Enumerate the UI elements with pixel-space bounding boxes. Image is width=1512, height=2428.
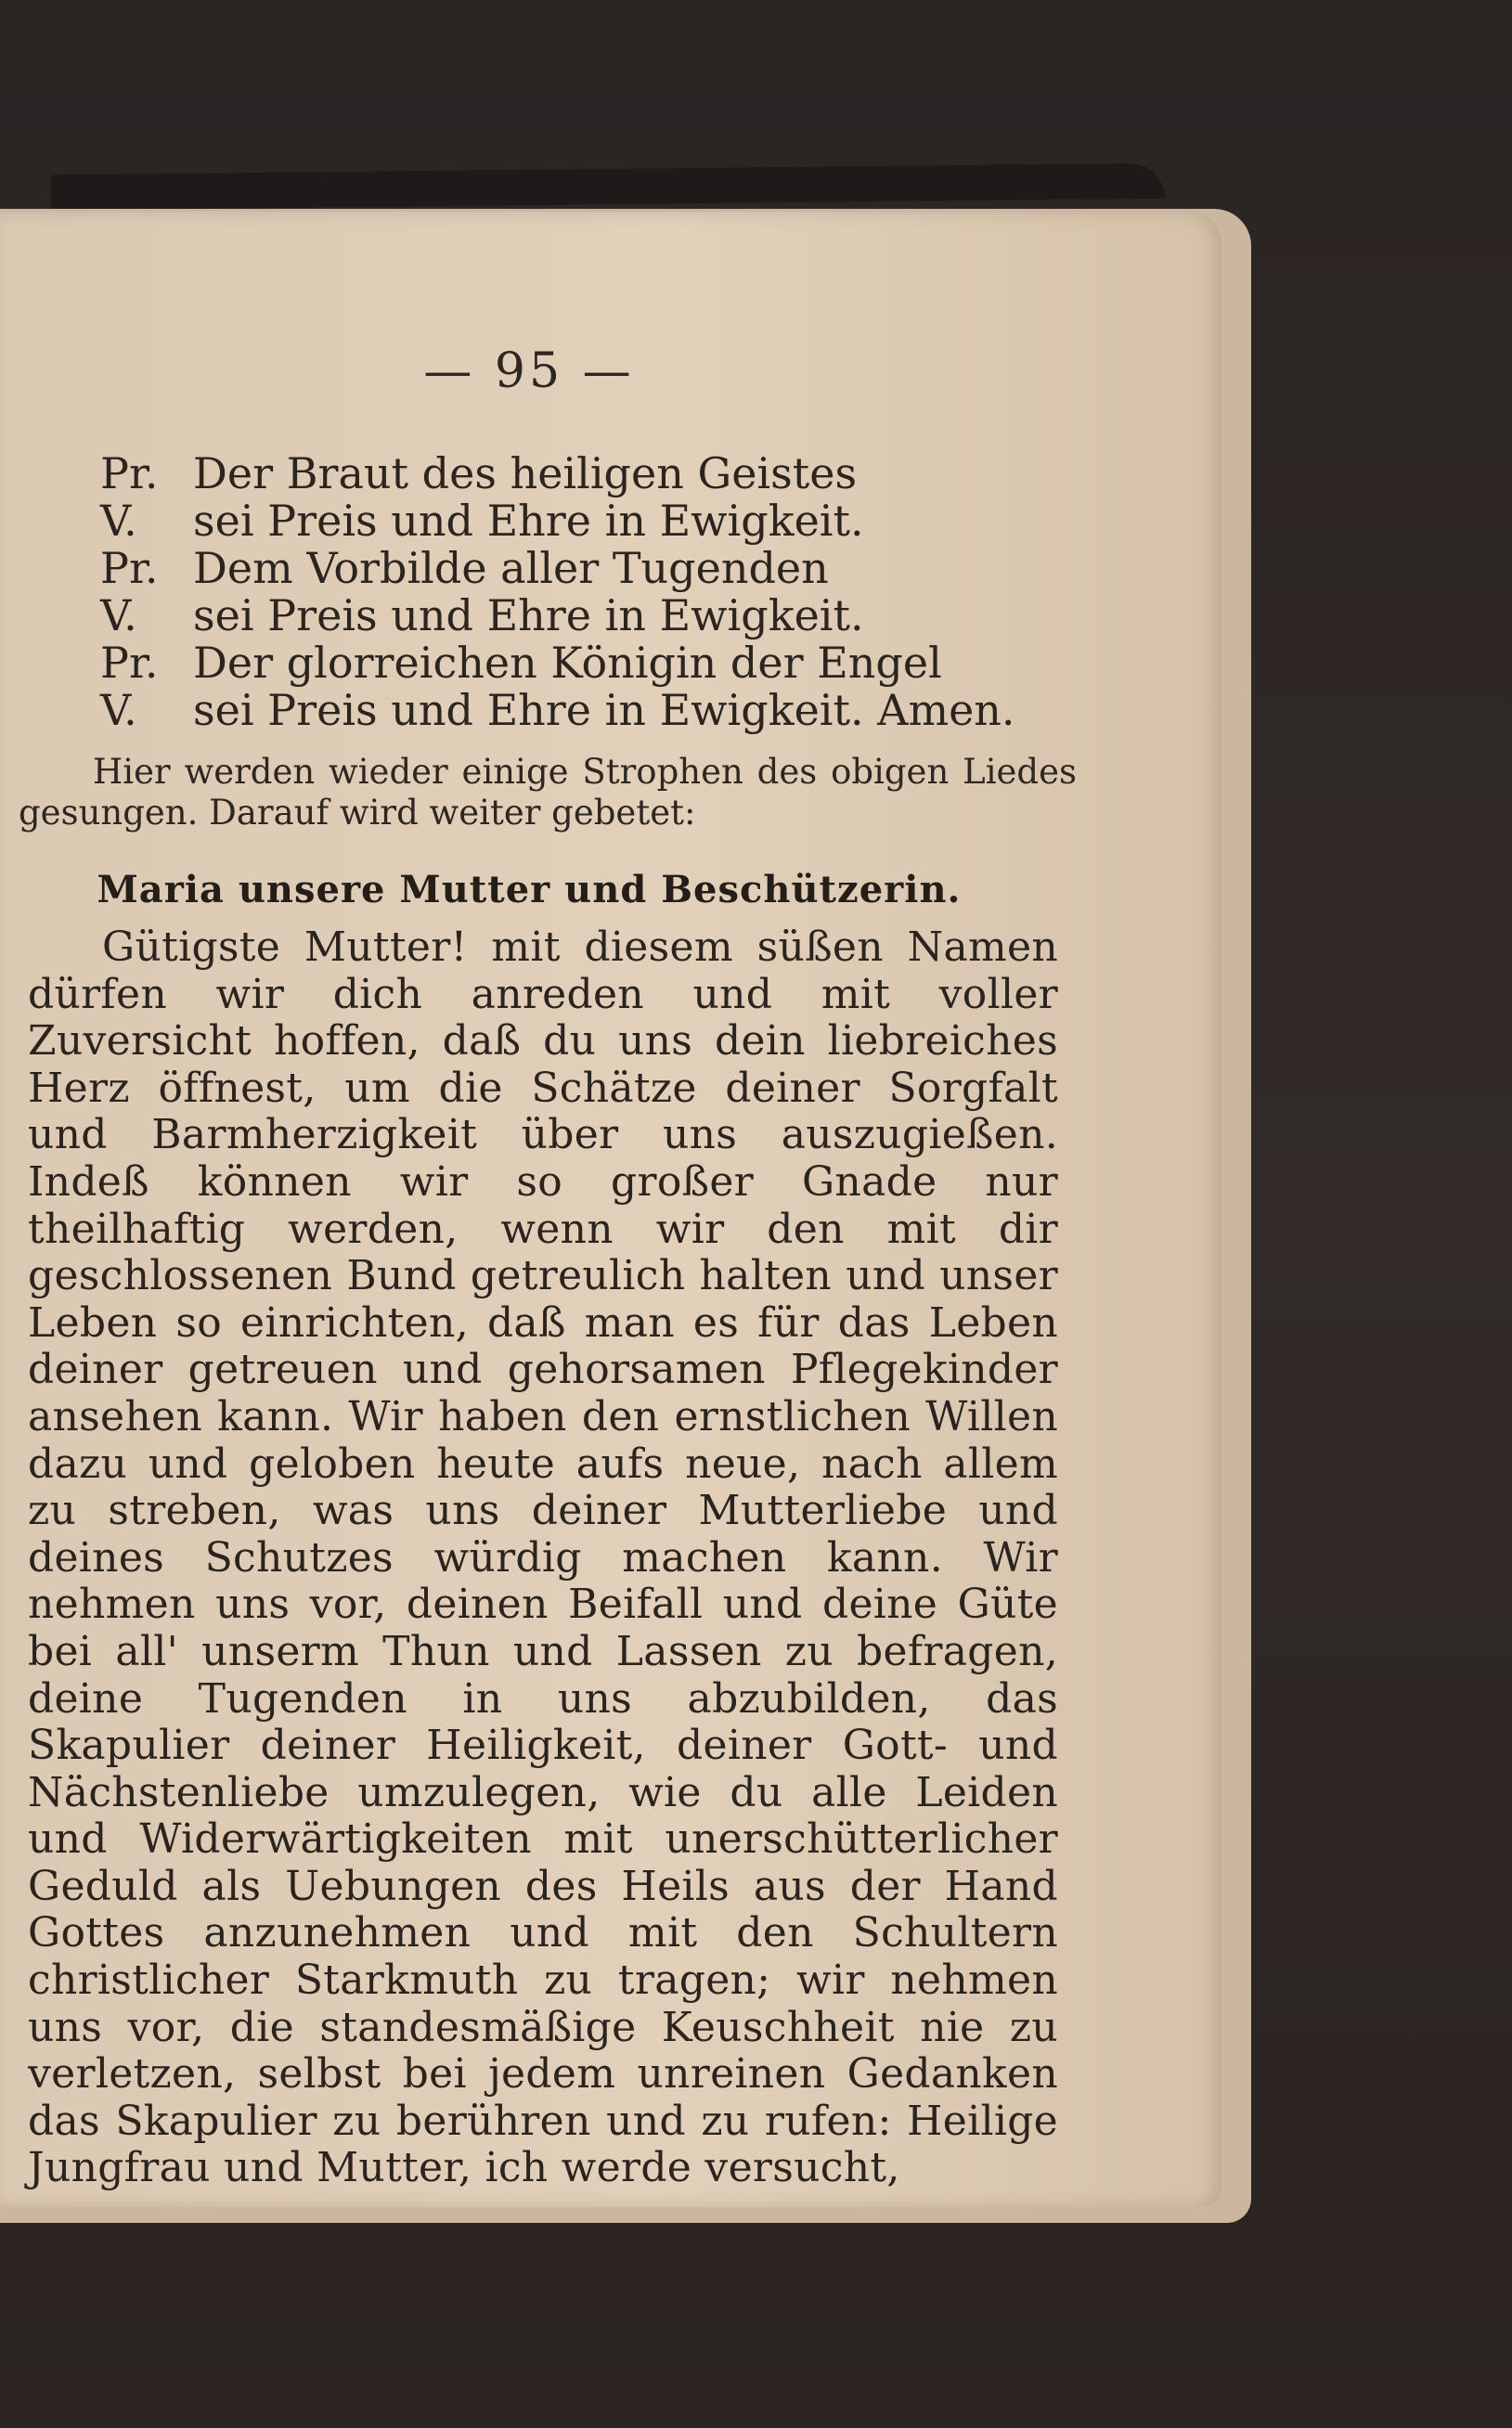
rubric-note: Hier werden wieder einige Strophen des obigen Liedes gesungen. Darauf wird weiter gebetet: <box>19 752 1077 833</box>
litany-text: Der glorreichen Königin der Engel <box>193 638 942 688</box>
litany-speaker: Pr. <box>100 543 159 593</box>
litany-text: Der Braut des heiligen Geistes <box>193 448 858 498</box>
litany-block <box>100 450 1084 734</box>
litany-speaker: Pr. <box>100 448 159 498</box>
litany-line <box>100 545 1084 592</box>
litany-speaker: V. <box>100 685 137 735</box>
litany-text: Dem Vorbilde aller Tugenden <box>193 543 829 593</box>
litany-line <box>100 497 1084 545</box>
prayer-body: Gütigste Mutter! mit diesem süßen Namen dürfen wir dich anreden und mit voller Zuversicht hoffen, daß du uns dein liebreiches Herz öffnest, um die Schätze deiner Sorgfalt und Barmherzigkeit über uns auszugießen. Indeß können wir so großer Gnade nur theilhaftig werden, wenn wir den mit dir geschlossenen Bund getreulich halten und unser Leben so einrichten, daß man es für das Leben deiner getreuen und gehorsamen Pflegekinder ansehen kann. Wir haben den ernstlichen Willen dazu und geloben heute aufs neue, nach allem zu streben, was uns deiner Mutterliebe und deines Schutzes würdig machen kann. Wir nehmen uns vor, deinen Beifall und deine Güte bei all' unserm Thun und Lassen zu befragen, deine Tugenden in uns abzubilden, das Skapulier deiner Heiligkeit, deiner Gott- und Nächstenliebe umzulegen, wie du alle Leiden und Widerwärtigkeiten mit unerschütterlicher Geduld als Uebungen des Heils aus der Hand Gottes anzunehmen und mit den Schultern christlicher Starkmuth zu tragen; wir nehmen uns vor, die standesmäßige Keuschheit nie zu verletzen, selbst bei jedem unreinen Gedanken das Skapulier zu berühren und zu rufen: Heilige Jungfrau und Mutter, ich werde versucht, <box>28 923 1058 2192</box>
litany-speaker: V. <box>100 590 137 640</box>
litany-line <box>100 687 1084 734</box>
litany-text: sei Preis und Ehre in Ewigkeit. <box>193 496 864 546</box>
litany-text: sei Preis und Ehre in Ewigkeit. <box>193 590 864 640</box>
section-heading: Maria unsere Mutter und Beschützerin. <box>97 868 962 911</box>
litany-speaker: Pr. <box>100 638 159 688</box>
litany-text: sei Preis und Ehre in Ewigkeit. Amen. <box>193 685 1015 735</box>
litany-line <box>100 450 1084 497</box>
litany-line <box>100 592 1084 639</box>
litany-line <box>100 639 1084 687</box>
page-number: — 95 — <box>423 343 635 399</box>
litany-speaker: V. <box>100 496 137 546</box>
